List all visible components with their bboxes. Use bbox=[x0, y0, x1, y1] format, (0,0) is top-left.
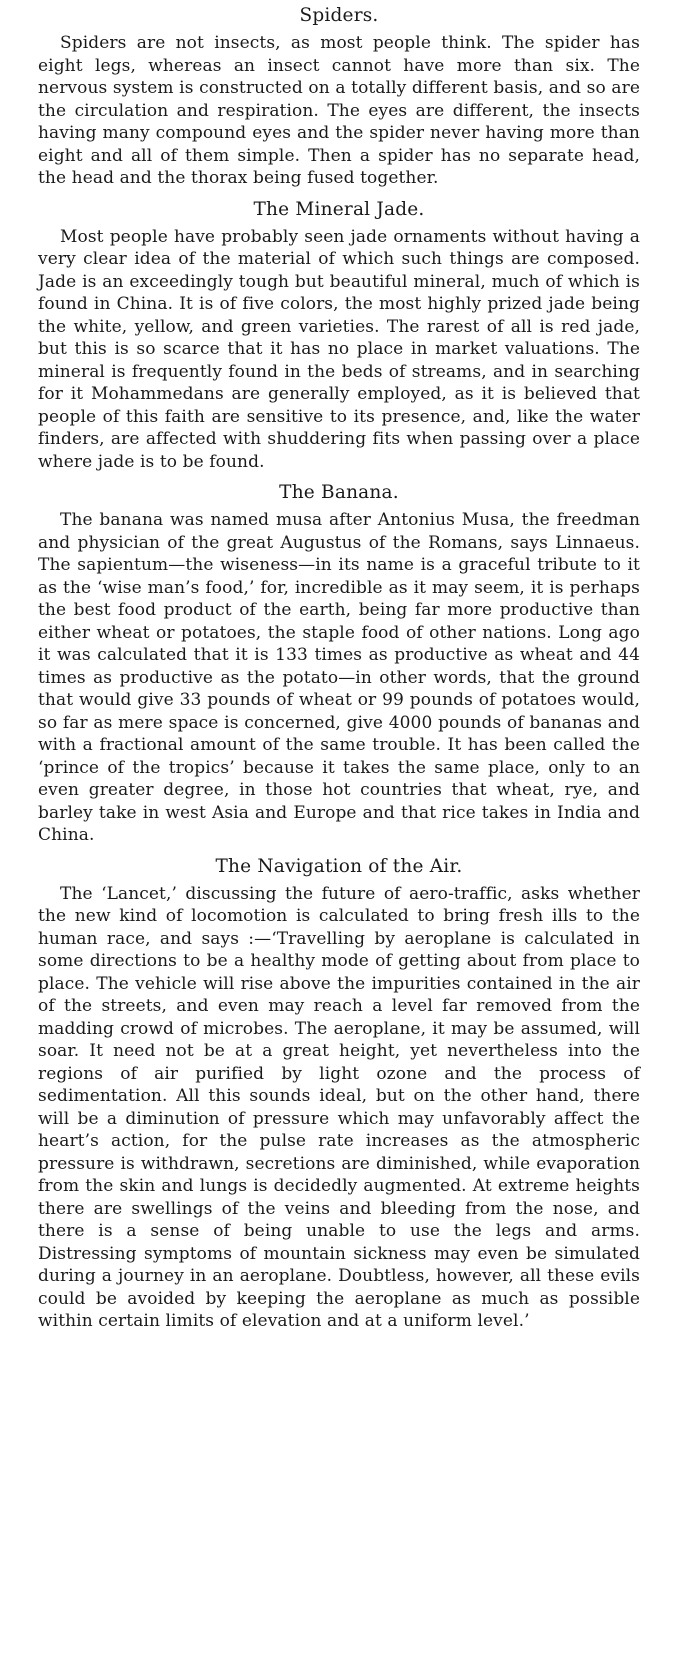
article-title: The Banana. bbox=[279, 482, 399, 503]
article-title: The Mineral Jade. bbox=[253, 198, 425, 220]
article-title: The Navigation of the Air. bbox=[215, 855, 463, 877]
article-banana bbox=[38, 481, 640, 847]
article-mineral-jade bbox=[38, 198, 640, 474]
article-body: Spiders are not insects, as most people think. The spider has eight legs, whereas an insect cannot have more than six. The nervous system is constructed on a totally different basis, and so are the circulation and respiration. The eyes are different, the insects having many compound eyes and the spider never having more than eight and all of them simple. Then a spider has no separate head, the head and the thorax being fused together. bbox=[38, 33, 640, 188]
article-body: Most people have probably seen jade ornaments without having a very clear idea of the material of which such things are composed. Jade is an exceedingly tough but beautiful mineral, much of which is found in China. It is of five colors, the most highly prized jade being the white, yellow, and green varieties. The rarest of all is red jade, but this is so scarce that it has no place in market valuations. The mineral is frequently found in the beds of streams, and in searching for it Mohammedans are generally employed, as it is believed that people of this faith are sensitive to its presence, and, like the water finders, are affected with shuddering fits when passing over a place where jade is to be found. bbox=[38, 226, 640, 472]
article-title: Spiders. bbox=[299, 5, 379, 26]
article-body: The banana was named musa after Antonius Musa, the freedman and physician of the great Augustus of the Romans, says Linnaeus. The sapientum—the wiseness—in its name is a graceful tribute to it as the ‘wise man’s food,’ for, incredible as it may seem, it is perhaps the best food product of the earth, being far more productive than either wheat or potatoes, the staple food of other nations. Long ago it was calculated that it is 133 times as productive as wheat and 44 times as productive as the potato—in other words, that the ground that would give 33 pounds of wheat or 99 pounds of potatoes would, so far as mere space is concerned, give 4000 pounds of bananas and with a fractional amount of the same trouble. It has been called the ‘prince of the tropics’ because it takes the same place, only to an even greater degree, in those hot countries that wheat, rye, and barley take in west Asia and Europe and that rice takes in India and China. bbox=[38, 510, 640, 845]
article-spiders bbox=[38, 4, 640, 190]
article-body: The ‘Lancet,’ discussing the future of aero-traffic, asks whether the new kind of locomotion is calculated to bring fresh ills to the human race, and says :—‘Travelling by aeroplane is calculated in some directions to be a healthy mode of getting about from place to place. The vehicle will rise above the impurities contained in the air of the streets, and even may reach a level far removed from the madding crowd of microbes. The aeroplane, it may be assumed, will soar. It need not be at a great height, yet nevertheless into the regions of air purified by light ozone and the process of sedimentation. All this sounds ideal, but on the other hand, there will be a diminution of pressure which may unfavorably affect the heart’s action, for the pulse rate increases as the atmospheric pressure is withdrawn, secretions are diminished, while evaporation from the skin and lungs is decidedly augmented. At extreme heights there are swellings of the veins and bleeding from the nose, and there is a sense of being unable to use the legs and arms. Distressing symptoms of mountain sickness may even be simulated during a journey in an aeroplane. Doubtless, however, all these evils could be avoided by keeping the aeroplane as much as possible within certain limits of elevation and at a uniform level.’ bbox=[38, 883, 640, 1331]
article-navigation-of-the-air bbox=[38, 855, 640, 1333]
